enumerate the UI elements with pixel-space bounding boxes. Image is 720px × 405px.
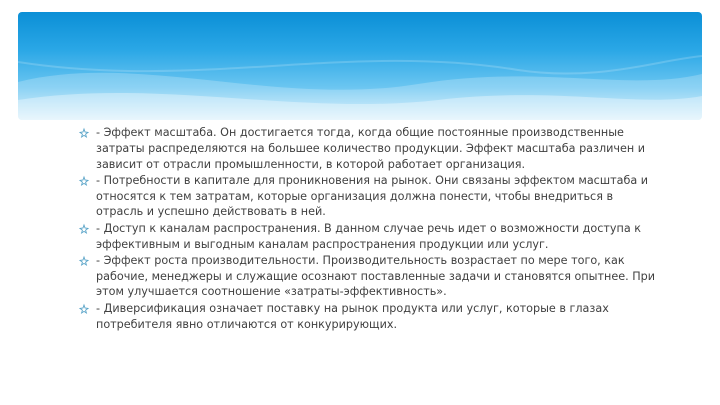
wave-decoration: [18, 12, 702, 120]
list-item: [78, 253, 658, 300]
bullet-text: - Доступ к каналам распространения. В данном случае речь идет о возможности доступа к эффективным и выгодным каналам распространения продукции или услуг.: [96, 221, 642, 251]
bullet-text: - Потребности в капитале для проникновения на рынок. Они связаны эффектом масштаба и относятся к тем затратам, которые организация должна понести, чтобы внедриться в отрасль и успешно действовать в ней.: [96, 173, 649, 219]
list-item: [78, 125, 658, 172]
star-icon: [78, 301, 90, 316]
bullet-list: [78, 125, 658, 333]
star-icon: [78, 221, 90, 236]
bullet-text: - Эффект роста производительности. Производительность возрастает по мере того, как рабочие, менеджеры и служащие осознают поставленные задачи и становятся опытнее. При этом улучшается соотношение «затраты-эффективность».: [96, 253, 655, 299]
star-icon: [78, 253, 90, 268]
list-item: [78, 221, 658, 253]
list-item: [78, 301, 658, 333]
star-icon: [78, 125, 90, 140]
bullet-text: - Эффект масштаба. Он достигается тогда, когда общие постоянные производственные затраты распределяются на большее количество продукции. Эффект масштаба различен и зависит от отрасли промышленности, в которой работает организация.: [96, 126, 646, 171]
star-icon: [78, 173, 90, 188]
header-banner: [18, 12, 702, 120]
list-item: [78, 173, 658, 220]
bullet-text: - Диверсификация означает поставку на рынок продукта или услуг, которые в глазах потребителя явно отличаются от конкурирующих.: [96, 301, 609, 331]
